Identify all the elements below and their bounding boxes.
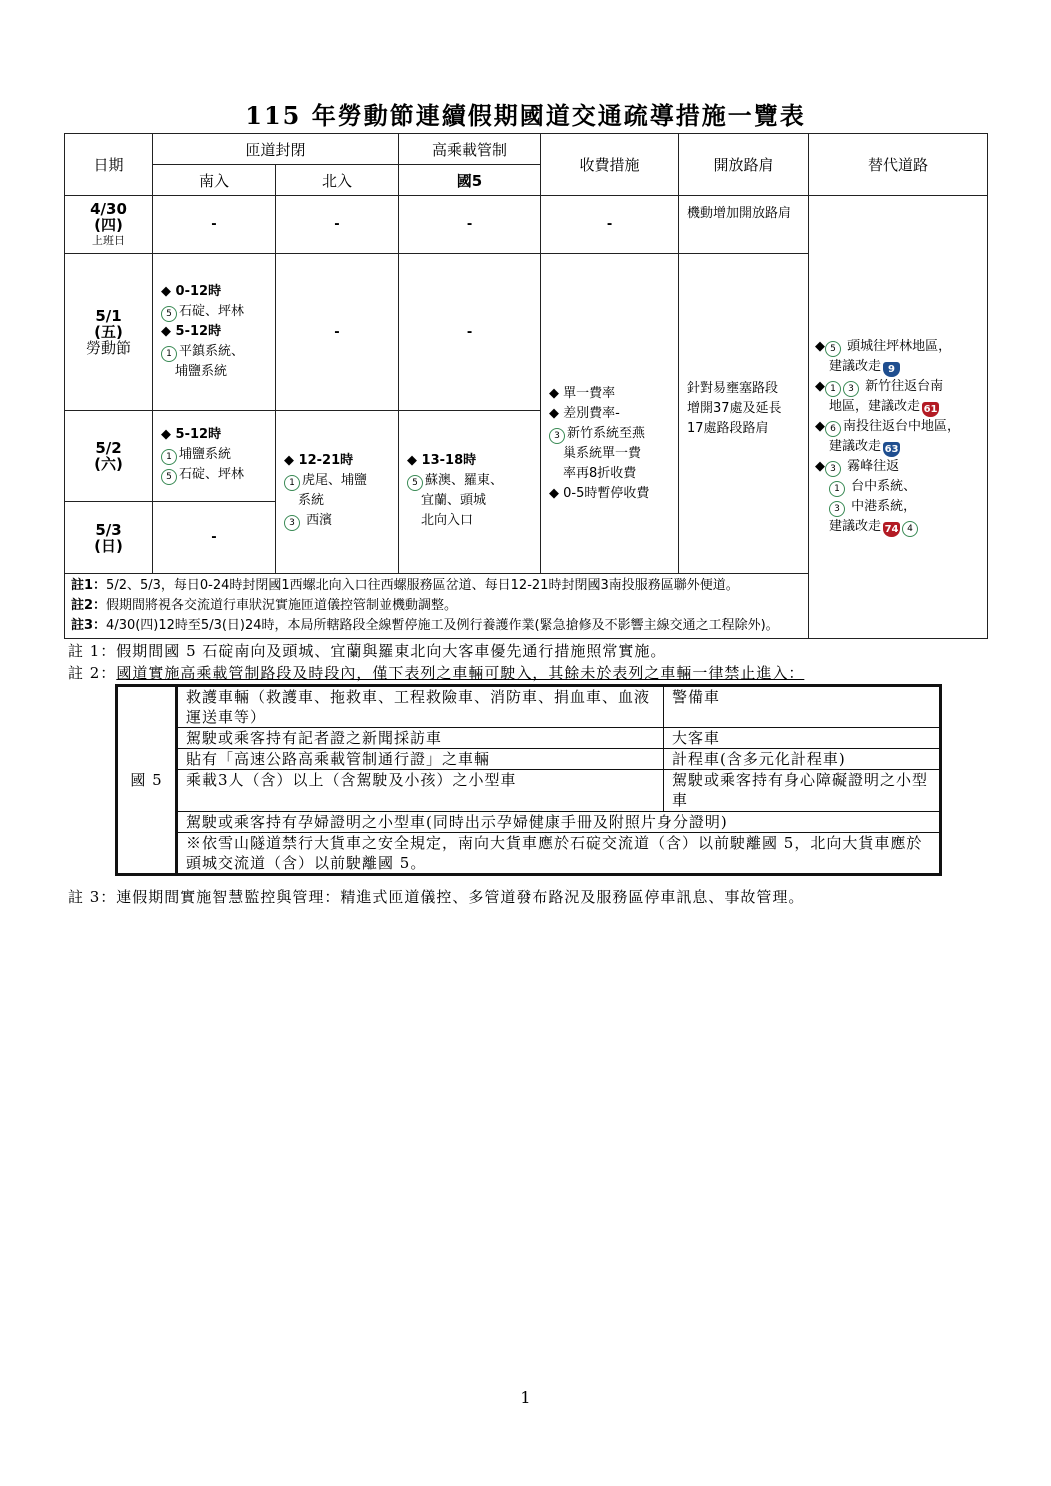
hov-control-cell: ◆ 13-18時 5 蘇澳、羅東、 宜蘭、頭城 北向入口 (399, 411, 541, 574)
freeway-shield-icon: 3 (549, 428, 565, 444)
table-row: 4/30 (四) 上班日 - - - - 機動增加開放路肩 ◆ 5 頭城往坪林地區， 建議改走 9 ◆ 1 3 新竹往返台南 地區，建議改走 61 ◆ 6 南投往返台中地區， 建議改走 63 ◆ 3 霧峰往返 1 台中系統、 3 中港系統， 建議改走 74 4 (65, 196, 988, 254)
table-row: 5/3 (日) - (65, 502, 988, 574)
page-title: 115 年勞動節連續假期國道交通疏導措施一覽表 (245, 101, 806, 130)
header-toll: 收費措施 (541, 134, 679, 196)
date-cell: 5/2 (六) (65, 411, 153, 502)
freeway-shield-icon: 3 (829, 501, 845, 517)
date-cell: 4/30 (四) 上班日 (65, 196, 153, 254)
northbound-closure-cell: ◆ 12-21時 1 虎尾、埔鹽 系統 3 西濱 (276, 411, 399, 574)
southbound-closure-cell: ◆ 0-12時 5 石碇、坪林 ◆ 5-12時 1 平鎮系統、 埔鹽系統 (153, 254, 276, 411)
expressway-badge-icon: 9 (883, 362, 900, 377)
header-southbound: 南入 (153, 165, 276, 196)
header-date: 日期 (65, 134, 153, 196)
freeway-shield-icon: 3 (284, 515, 300, 531)
freeway-shield-icon: 1 (284, 475, 300, 491)
freeway-shield-icon: 5 (161, 306, 177, 322)
table-row: 5/1 (五) 勞動節 ◆ 0-12時 5 石碇、坪林 ◆ 5-12時 1 平鎮系統、 埔鹽系統 - - ◆ 單一費率 ◆ 差別費率- 3 新竹系統至燕 巢系統單一費 率再8折收費 ◆ 0-5時暫停收費 針對易壅塞路段 增開37處及延長 17處路段路肩 (65, 254, 988, 411)
header-ramp-closure: 匝道封閉 (153, 134, 399, 165)
provincial-road-badge-icon: 74 (884, 524, 899, 535)
freeway-shield-icon: 6 (825, 421, 841, 437)
southbound-closure-cell: ◆ 5-12時 1 埔鹽系統 5 石碇、坪林 (153, 411, 276, 502)
snow-tunnel-warning: ※依雪山隧道禁行大貨車之安全規定，南向大貨車應於石碇交流道（含）以前駛離國 5，北向大貨車應於頭城交流道（含）以前駛離國 5。 (177, 833, 941, 875)
toll-measures-cell: ◆ 單一費率 ◆ 差別費率- 3 新竹系統至燕 巢系統單一費 率再8折收費 ◆ 0-5時暫停收費 (541, 254, 679, 574)
header-alternate: 替代道路 (809, 134, 988, 196)
expressway-badge-icon: 63 (884, 444, 899, 455)
header-hov-road: 國5 (399, 165, 541, 196)
table-notes: 註1：5/2、5/3，每日0-24時封閉國1西螺北向入口往西螺服務區岔道、每日12-21時封閉國3南投服務區聯外便道。 註2：假期間將視各交流道行車狀況實施匝道儀控管制並機動調整。 註3：4/30(四)12時至5/3(日)24時，本局所轄路段全線暫停施工及例行養護作業(緊急搶修及不影響主線交通之工程除外)。 (65, 574, 988, 639)
extra-note-2: 註 2：國道實施高乘載管制路段及時段內，僅下表列之車輛可駛入，其餘未於表列之車輛一律禁止進入： (68, 664, 805, 682)
freeway-shield-icon: 3 (825, 461, 841, 477)
freeway-shield-icon: 1 (161, 449, 177, 465)
freeway-shield-icon: 5 (825, 341, 841, 357)
header-hov: 高乘載管制 (399, 134, 541, 165)
alternate-routes-cell: ◆ 5 頭城往坪林地區， 建議改走 9 ◆ 1 3 新竹往返台南 地區，建議改走 61 ◆ 6 南投往返台中地區， 建議改走 63 ◆ 3 霧峰往返 1 台中系統、 3 中港系統， 建議改走 74 4 (809, 196, 988, 639)
freeway-shield-icon: 4 (902, 521, 918, 537)
freeway-shield-icon: 3 (843, 381, 859, 397)
shoulder-cell: 針對易壅塞路段 增開37處及延長 17處路段路肩 (679, 254, 809, 574)
date-cell: 5/3 (日) (65, 502, 153, 574)
extra-note-3: 註 3：連假期間實施智慧監控與管理：精進式匝道儀控、多管道發布路況及服務區停車訊息、事故管理。 (68, 888, 805, 906)
notes-row (65, 574, 988, 639)
page-number: 1 (520, 1388, 531, 1407)
provincial-road-badge-icon: 61 (923, 404, 938, 415)
date-cell: 5/1 (五) 勞動節 (65, 254, 153, 411)
header-northbound: 北入 (276, 165, 399, 196)
permitted-vehicles-table: 國 5 救護車輛（救護車、拖救車、工程救險車、消防車、捐血車、血液運送車等） 警備車 駕駛或乘客持有記者證之新聞採訪車 大客車 貼有「高速公路高乘載管制通行證」之車輛 計程車(含多元化計程車) 乘載3人（含）以上（含駕駛及小孩）之小型車 駕駛或乘客持有身心障礙證明之小型車 駕駛或乘客持有孕婦證明之小型車(同時出示孕婦健康手冊及附照片身分證明) ※依雪山隧道禁行大貨車之安全規定，南向大貨車應於石碇交流道（含）以前駛離國 5，北向大貨車應於頭城交流道（含）以前駛離國 5。 (115, 684, 942, 876)
traffic-measures-table (64, 133, 988, 639)
road-label: 國 5 (117, 686, 177, 875)
freeway-shield-icon: 1 (825, 381, 841, 397)
freeway-shield-icon: 1 (829, 481, 845, 497)
freeway-shield-icon: 5 (407, 475, 423, 491)
header-shoulder: 開放路肩 (679, 134, 809, 196)
freeway-shield-icon: 1 (161, 346, 177, 362)
extra-note-1: 註 1：假期間國 5 石碇南向及頭城、宜蘭與羅東北向大客車優先通行措施照常實施。 (68, 642, 667, 660)
freeway-shield-icon: 5 (161, 469, 177, 485)
